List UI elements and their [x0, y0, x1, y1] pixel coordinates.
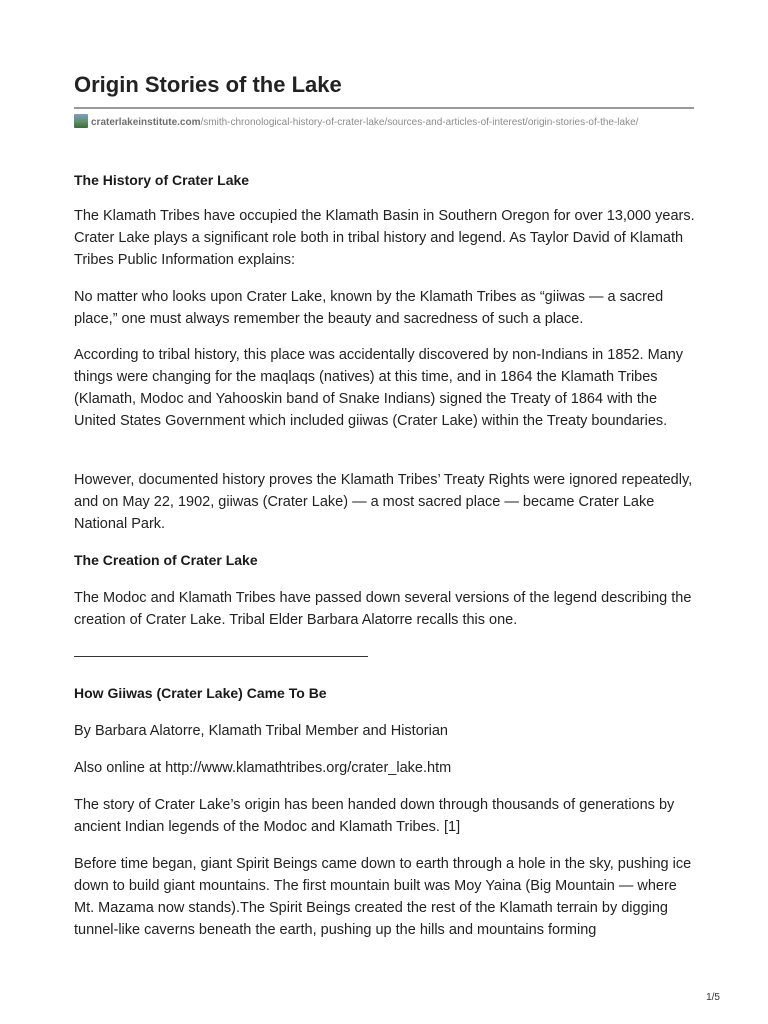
page-title: Origin Stories of the Lake	[74, 72, 342, 97]
title-divider	[74, 107, 694, 109]
paragraph-treaty-rights: However, documented history proves the Klamath Tribes’ Treaty Rights were ignored repeatedly, and on May 22, 1902, giiwas (Crater Lake) — a most sacred place — became Crater Lake National Park.	[74, 472, 693, 532]
source-domain[interactable]: craterlakeinstitute.com	[91, 117, 201, 128]
byline: By Barbara Alatorre, Klamath Tribal Member and Historian	[74, 723, 448, 739]
paragraph-legend-versions: The Modoc and Klamath Tribes have passed down several versions of the legend describing the creation of Crater Lake. Tribal Elder Barbara Alatorre recalls this one.	[74, 590, 692, 628]
site-favicon-icon	[74, 114, 88, 128]
section-heading-history: The History of Crater Lake	[74, 172, 250, 188]
page-number: 1/5	[706, 992, 720, 1003]
paragraph-sacred-place: No matter who looks upon Crater Lake, known by the Klamath Tribes as “giiwas — a sacred place,” one must always remember the beauty and sacredness of such a place.	[74, 289, 664, 327]
section-heading-giiwas: How Giiwas (Crater Lake) Came To Be	[74, 685, 327, 701]
paragraph-spirit-beings: Before time began, giant Spirit Beings came down to earth through a hole in the sky, pushing ice down to build giant mountains. The first mountain built was Moy Yaina (Big Mountain — where Mt. Mazama now stands).The Spirit Beings created the rest of the Klamath terrain by digging tunnel-like caverns beneath the earth, pushing up the hills and mountains forming	[74, 856, 692, 938]
paragraph-tribal-history: According to tribal history, this place was accidentally discovered by non-Indians in 1852. Many things were changing for the maqlaqs (natives) at this time, and in 1864 the Klamath Tribes (Klamath, Modoc and Yahooskin band of Snake Indians) signed the Treaty of 1864 with the United States Government which included giiwas (Crater Lake) within the Treaty boundaries.	[74, 347, 684, 429]
section-separator	[74, 656, 368, 657]
source-path[interactable]: /smith-chronological-history-of-crater-lake/sources-and-articles-of-interest/origin-stories-of-the-lake/	[200, 117, 639, 128]
paragraph-origin-story: The story of Crater Lake’s origin has been handed down through thousands of generations by ancient Indian legends of the Modoc and Klamath Tribes. [1]	[74, 797, 675, 835]
section-heading-creation: The Creation of Crater Lake	[74, 552, 258, 568]
online-reference: Also online at http://www.klamathtribes.org/crater_lake.htm	[74, 760, 452, 776]
paragraph-intro: The Klamath Tribes have occupied the Klamath Basin in Southern Oregon for over 13,000 years. Crater Lake plays a significant role both in tribal history and legend. As Taylor David of Klamath Tribes Public Information explains:	[74, 208, 695, 268]
source-url[interactable]	[74, 114, 694, 130]
